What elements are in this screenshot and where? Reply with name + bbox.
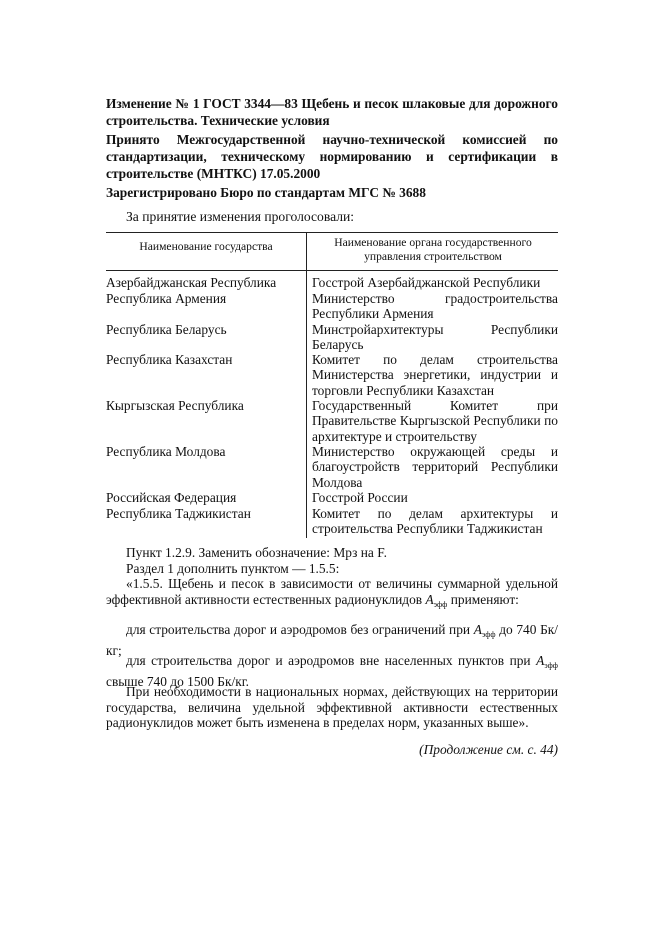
authority-name: Комитет по делам архитектуры и строительства Республики Таджикистан: [312, 506, 558, 537]
paragraph-text: применяют:: [447, 591, 519, 607]
paragraph-text: до 740 Бк/кг;: [106, 622, 558, 658]
authority-name: Государственный Комитет при Правительстве Кыргызской Республики по архитектуре и строительству: [312, 398, 558, 444]
authority-name: Госстрой России: [312, 490, 408, 505]
table-column-divider: [306, 232, 307, 538]
state-name: Азербайджанская Республика: [106, 275, 277, 290]
activity-subscript: эфф: [481, 630, 496, 639]
authority-name: Госстрой Азербайджанской Республики: [312, 275, 541, 290]
state-name: Российская Федерация: [106, 490, 237, 505]
authority-name: Комитет по делам строительства Министерства энергетики, индустрии и торговли Республики Казахстан: [312, 352, 558, 398]
table-top-rule: [106, 232, 558, 233]
state-name: Кыргызская Республика: [106, 398, 244, 413]
voted-intro: За принятие изменения проголосовали:: [126, 209, 355, 224]
state-name: Республика Таджикистан: [106, 506, 251, 521]
paragraph-text: для строительства дорог и аэродромов вне населенных пунктов при: [126, 653, 537, 668]
registration-note: Зарегистрировано Бюро по стандартам МГС № 3688: [106, 185, 426, 200]
state-name: Республика Казахстан: [106, 352, 233, 367]
paragraph-national-norms: При необходимости в национальных нормах, действующих на территории государства, величина удельной эффективной активности естественных радионуклидов может быть изменена в пределах норм, указанных выше».: [106, 684, 558, 731]
authority-name: Министерство градостроительства Республики Армения: [312, 291, 558, 322]
authority-name: Минстройархитектуры Республики Беларусь: [312, 322, 558, 353]
table-header-body: Наименование органа государственного управления строительством: [334, 236, 532, 263]
adoption-note: Принято Межгосударственной научно-технической комиссией по стандартизации, техническому нормированию и сертификации в строительстве (МНТКС) 17.05.2000: [106, 132, 558, 181]
activity-subscript: эфф: [433, 599, 448, 609]
paragraph-1-2-9: Пункт 1.2.9. Заменить обозначение: Мрз на F.: [126, 545, 387, 560]
paragraph-1-5-5: [106, 576, 558, 612]
continuation-note: (Продолжение см. с. 44): [419, 742, 558, 757]
amendment-title: Изменение № 1 ГОСТ 3344—83 Щебень и песок шлаковые для дорожного строительства. Технические условия: [106, 96, 558, 128]
activity-subscript: эфф: [544, 661, 558, 670]
state-name: Республика Армения: [106, 291, 227, 306]
state-name: Республика Молдова: [106, 444, 226, 459]
activity-symbol: A: [425, 591, 434, 607]
table-header-state: Наименование государства: [139, 240, 273, 253]
paragraph-section-1: Раздел 1 дополнить пунктом — 1.5.5:: [126, 561, 340, 576]
paragraph-text: свыше 740 до 1500 Бк/кг.: [106, 673, 250, 689]
authority-name: Министерство окружающей среды и благоустройств территорий Республики Молдова: [312, 444, 558, 490]
activity-symbol: A: [536, 653, 545, 668]
activity-symbol: A: [473, 622, 482, 637]
state-name: Республика Беларусь: [106, 322, 227, 337]
paragraph-text: «1.5.5. Щебень и песок в зависимости от величины суммарной удельной эффективной активности естественных радионуклидов: [106, 576, 558, 607]
paragraph-text: для строительства дорог и аэродромов без ограничений при: [126, 622, 474, 637]
table-header-rule: [106, 270, 558, 271]
